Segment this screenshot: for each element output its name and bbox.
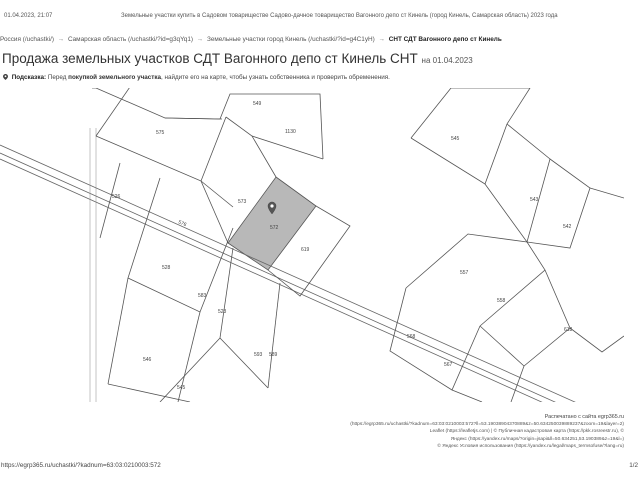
page-title-date: на 01.04.2023 xyxy=(421,56,473,65)
parcel-label: 568 xyxy=(407,334,416,340)
breadcrumb-item-kinel-plots[interactable]: Земельные участки город Кинель (/uchastki/?id=g4C1yH) xyxy=(206,36,375,43)
parcel-boundary xyxy=(480,270,570,366)
parcel-label: 589 xyxy=(269,352,278,358)
parcel-boundary xyxy=(108,278,128,384)
parcel-boundary xyxy=(100,163,120,238)
breadcrumb-current: СНТ СДТ Вагонного депо ст Кинель xyxy=(388,36,502,43)
hint-link[interactable]: покупкой земельного участка xyxy=(68,74,161,81)
parcel-boundary xyxy=(590,188,624,198)
parcel-boundary xyxy=(570,328,624,352)
parcel-outlines xyxy=(92,88,624,402)
parcel-label: 593 xyxy=(254,352,263,358)
cadastral-map-canvas[interactable] xyxy=(0,88,624,402)
parcel-boundary xyxy=(406,234,545,326)
attribution-yandex[interactable]: Яндекс (https://yandex.ru/maps/?origin=jsapi&ll=50.634251,53.190389&z=19&l=) xyxy=(450,436,624,442)
parcel-label: 542 xyxy=(563,224,572,230)
hint-line xyxy=(3,74,390,81)
printed-from-label: Распечатано с сайта egrp365.ru xyxy=(544,414,624,420)
parcel-boundary xyxy=(128,178,233,312)
parcel-label: 567 xyxy=(444,362,453,368)
page-title xyxy=(2,51,473,66)
parcel-boundary xyxy=(201,181,233,207)
breadcrumb-item-samara-region[interactable]: Самарская область (/uchastki/?id=g3qYq1) xyxy=(67,36,193,43)
cadastral-map[interactable] xyxy=(0,88,624,402)
print-page-title: Земельные участки купить в Садовом товариществе Садово-дачное товарищество Вагонного депо ст Кинель (город Кинель, Самарская область) 2023 года xyxy=(121,13,558,19)
parcel-label: 573 xyxy=(238,199,247,205)
parcel-boundary xyxy=(226,117,276,177)
hint-label: Подсказка: xyxy=(11,74,47,81)
print-date: 01.04.2023, 21:07 xyxy=(4,13,53,19)
page-number: 1/2 xyxy=(629,462,638,469)
parcel-boundary xyxy=(411,88,530,138)
parcel-boundary xyxy=(485,124,550,242)
parcel-label: 619 xyxy=(301,247,310,253)
breadcrumb-separator: → xyxy=(196,36,204,43)
parcel-boundary xyxy=(201,181,228,243)
parcel-boundary xyxy=(452,390,482,402)
printed-from-url[interactable]: (https://egrp365.ru/uchastki/?kadnum=63:03:0210003:572?ll=53.19038904370889&z=50.634250039889237&zoom=19&layer=2) xyxy=(350,422,624,428)
parcel-label: 545 xyxy=(451,136,460,142)
attribution-leaflet[interactable]: Leaflet (https://leafletjs.com) | © Публичная кадастровая карта (https://pkk.rosreestr.ru), © xyxy=(429,429,624,435)
parcel-label: 546 xyxy=(143,357,152,363)
parcel-boundary xyxy=(390,288,480,390)
road-edge-north xyxy=(0,145,624,402)
hint-text-after: , найдите его на карте, чтобы узнать собственника и проверить обременения. xyxy=(160,74,390,81)
road-edge-south xyxy=(0,159,624,402)
selected-parcel-572[interactable] xyxy=(228,177,316,270)
road-label: 576 xyxy=(177,219,188,229)
parcel-label: 543 xyxy=(530,197,539,203)
page-title-text: Продажа земельных участков СДТ Вагонного депо ст Кинель СНТ xyxy=(2,51,418,66)
hint-text-before: Перед xyxy=(47,74,67,81)
parcel-boundary xyxy=(411,124,507,184)
parcel-label: 575 xyxy=(156,130,165,136)
parcel-boundary xyxy=(220,94,323,159)
parcel-label: 523 xyxy=(218,309,227,315)
parcel-label: 618 xyxy=(564,327,573,333)
parcel-boundary xyxy=(252,136,323,159)
breadcrumb-separator: → xyxy=(378,36,385,43)
parcel-boundary xyxy=(96,88,132,136)
parcel-boundary xyxy=(160,338,220,402)
parcel-boundary xyxy=(268,283,280,388)
parcel-boundary xyxy=(165,118,222,119)
map-pin-icon xyxy=(3,74,8,80)
parcel-label: 557 xyxy=(460,270,469,276)
parcel-label: 583 xyxy=(198,293,207,299)
parcel-label: 558 xyxy=(497,298,506,304)
breadcrumb-item-russia[interactable]: Россия (/uchastki/) xyxy=(0,36,54,43)
parcel-boundary xyxy=(220,248,268,388)
parcel-label: 549 xyxy=(253,101,262,107)
breadcrumb-separator: → xyxy=(57,36,65,43)
parcel-label: 545 xyxy=(177,385,186,391)
parcel-label: 528 xyxy=(162,265,171,271)
parcel-label: 526 xyxy=(112,194,121,200)
parcel-label: 572 xyxy=(270,225,279,231)
parcel-label: 1130 xyxy=(285,129,296,135)
parcel-boundary xyxy=(527,159,590,248)
map-footer xyxy=(350,414,624,450)
page-url: https://egrp365.ru/uchastki/?kadnum=63:03:0210003:572 xyxy=(1,462,161,469)
breadcrumb xyxy=(0,36,502,43)
attribution-yandex-terms[interactable]: © Яндекс Условия использования (https://yandex.ru/legal/maps_termsofuse/?lang=ru) xyxy=(437,443,624,449)
parcel-boundary xyxy=(96,117,226,181)
road-edge-north-inner xyxy=(0,153,624,402)
parcel-boundary xyxy=(511,366,524,402)
